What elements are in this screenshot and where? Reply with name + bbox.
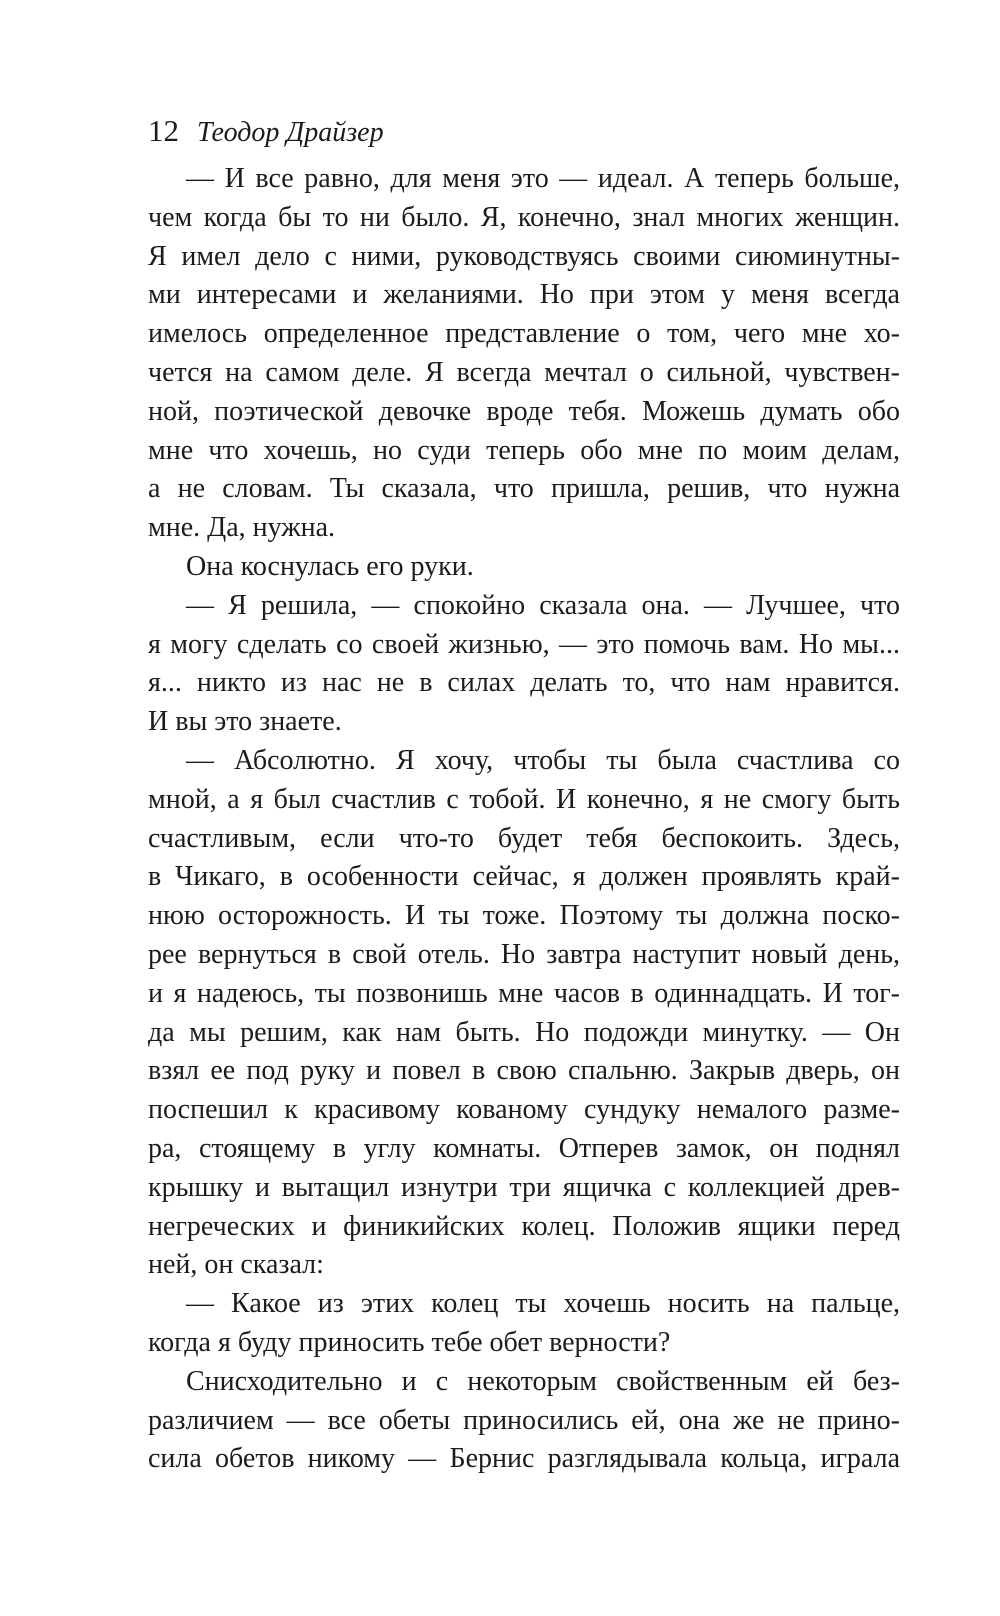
- text-line: ной, поэтической девочке вроде тебя. Можешь думать обо: [148, 395, 900, 427]
- text-line: мной, а я был счастлив с тобой. И конечно, я не смогу быть: [148, 783, 900, 815]
- text-line: мне что хочешь, но суди теперь обо мне по моим делам,: [148, 434, 900, 466]
- text-line: И вы это знаете.: [148, 706, 342, 738]
- text-line: чем когда бы то ни было. Я, конечно, знал многих женщин.: [148, 201, 900, 233]
- text-line: мне. Да, нужна.: [148, 512, 336, 544]
- text-line: имелось определенное представление о том, чего мне хо-: [148, 318, 900, 350]
- text-line: чется на самом деле. Я всегда мечтал о сильной, чувствен-: [148, 356, 900, 388]
- text-line: сила обетов никому — Бернис разглядывала кольца, играла: [148, 1443, 900, 1475]
- text-line: да мы решим, как нам быть. Но подожди минутку. — Он: [148, 1016, 900, 1048]
- text-line: я могу сделать со своей жизнью, — это помочь вам. Но мы...: [148, 628, 900, 660]
- text-line: Снисходительно и с некоторым свойственным ей без-: [186, 1365, 900, 1397]
- text-line: ра, стоящему в углу комнаты. Отперев замок, он поднял: [148, 1132, 900, 1164]
- text-line: поспешил к красивому кованому сундуку немалого разме-: [148, 1094, 900, 1126]
- text-line: я... никто из нас не в силах делать то, что нам нравится.: [148, 667, 900, 699]
- text-line: — И все равно, для меня это — идеал. А теперь больше,: [186, 163, 900, 194]
- text-line: нюю осторожность. И ты тоже. Поэтому ты должна поско-: [148, 900, 900, 932]
- text-line: — Какое из этих колец ты хочешь носить на пальце,: [186, 1288, 900, 1320]
- text-line: — Я решила, — спокойно сказала она. — Лучшее, что: [186, 589, 900, 621]
- text-line: крышку и вытащил изнутри три ящичка с коллекцией древ-: [148, 1171, 900, 1203]
- text-line: и я надеюсь, ты позвонишь мне часов в одиннадцать. И тог-: [148, 977, 900, 1009]
- text-line: взял ее под руку и повел в свою спальню. Закрыв дверь, он: [148, 1055, 900, 1087]
- book-page: [148, 108, 900, 1479]
- text-line: рее вернуться в свой отель. Но завтра наступит новый день,: [148, 938, 900, 970]
- running-head-author: Теодор Драйзер: [197, 117, 384, 148]
- text-line: счастливым, если что-то будет тебя беспокоить. Здесь,: [148, 822, 900, 854]
- text-line: Она коснулась его руки.: [186, 550, 474, 582]
- text-line: — Абсолютно. Я хочу, чтобы ты была счастлива со: [186, 744, 900, 776]
- text-line: ней, он сказал:: [148, 1249, 324, 1281]
- text-line: негреческих и финикийских колец. Положив ящики перед: [148, 1210, 900, 1242]
- page-number: 12: [148, 113, 179, 148]
- text-line: Я имел дело с ними, руководствуясь своими сиюминутны-: [148, 240, 900, 272]
- text-line: а не словам. Ты сказала, что пришла, решив, что нужна: [148, 473, 900, 505]
- text-line: когда я буду приносить тебе обет верности?: [148, 1326, 671, 1358]
- text-line: ми интересами и желаниями. Но при этом у меня всегда: [148, 279, 900, 311]
- text-line: в Чикаго, в особенности сейчас, я должен проявлять край-: [148, 861, 900, 893]
- body-text: [148, 160, 900, 1479]
- running-head: [148, 108, 900, 154]
- text-line: различием — все обеты приносились ей, она же не прино-: [148, 1404, 900, 1436]
